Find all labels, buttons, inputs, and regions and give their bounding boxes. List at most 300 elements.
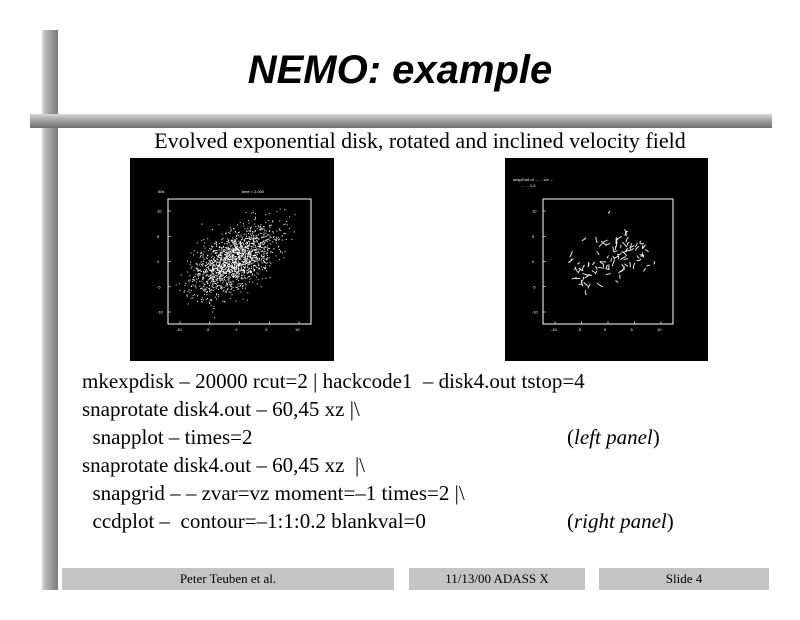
particle [244,272,245,273]
contour-segment [577,263,580,265]
particle [249,261,250,262]
particle [253,245,254,246]
particle [236,244,237,245]
particle [220,272,221,273]
particle [196,282,197,283]
contour-segment [642,245,643,248]
particle [225,258,226,259]
particle [241,264,242,265]
particle [250,230,251,231]
particle [272,220,273,221]
particle [227,254,228,255]
particle [256,240,257,241]
particle [262,250,263,251]
particle [237,248,238,249]
particle [236,243,237,244]
particle [238,280,239,281]
particle [212,284,213,285]
particle [215,266,216,267]
particle [199,281,200,282]
particle [243,253,244,254]
particle [229,254,230,255]
particle [215,253,216,254]
particle [219,269,220,270]
particle [264,237,265,238]
particle [209,260,210,261]
particle [253,232,254,233]
particle [260,233,261,234]
particle [230,252,231,253]
particle [209,288,210,289]
particle [229,271,230,272]
particle [239,273,240,274]
particle [246,247,247,248]
particle [223,271,224,272]
particle [243,262,244,263]
particle [226,290,227,291]
contour-segment [596,237,597,243]
particle [214,261,215,262]
particle [266,231,267,232]
particle [222,288,223,289]
particle [246,270,247,271]
particle [263,261,264,262]
particle [200,256,201,257]
particle [242,238,243,239]
particle [246,230,247,231]
particle [197,296,198,297]
particle [233,242,234,243]
particle [240,241,241,242]
particle [253,249,254,250]
x-tick-label: -5 [205,327,210,332]
particle [245,256,246,257]
particle [237,289,238,290]
particle [209,285,210,286]
particle [252,275,253,276]
particle [238,270,239,271]
contour-segment [654,261,655,264]
particle [198,278,199,279]
particle [204,272,205,273]
particle [266,240,267,241]
particle [222,266,223,267]
particle [237,248,238,249]
particle [208,280,209,281]
particle [216,258,217,259]
contour-segment [608,211,610,213]
particle [264,262,265,263]
particle [230,282,231,283]
particle [264,256,265,257]
particle [227,244,228,245]
particle [231,289,232,290]
particle [223,238,224,239]
particle [239,232,240,233]
particle [260,226,261,227]
particle [217,270,218,271]
y-tick-label: -10 [157,309,163,315]
particle [229,261,230,262]
particle [257,254,258,255]
particle [216,241,217,242]
particle [228,232,229,233]
particle [216,255,217,256]
particle [207,274,208,275]
particle [240,263,241,264]
particle [223,269,224,270]
particle [256,277,257,278]
particle [236,238,237,239]
particle [201,240,202,241]
particle [264,247,265,248]
particle [203,271,204,272]
particle [280,209,281,210]
particle [244,268,245,269]
particle [219,280,220,281]
particle [250,250,251,251]
particle [289,228,290,229]
contour-segment [598,267,604,268]
particle [240,242,241,243]
particle [255,261,256,262]
particle [244,275,245,276]
particle [211,305,212,306]
particle [214,317,215,318]
particle [263,241,264,242]
particle [234,249,235,250]
particle [251,227,252,228]
particle [225,272,226,273]
particle [248,238,249,239]
particle [230,254,231,255]
particle [247,272,248,273]
particle [213,274,214,275]
particle [202,298,203,299]
particle [230,251,231,252]
contour-segment [614,251,617,252]
particle [233,274,234,275]
particle [236,262,237,263]
particle [243,270,244,271]
particle [249,238,250,239]
particle [261,286,262,287]
particle [221,250,222,251]
particle [222,268,223,269]
particle [245,263,246,264]
particle [229,257,230,258]
particle [257,242,258,243]
particle [240,248,241,249]
particle [216,250,217,251]
particle [191,268,192,269]
particle [194,279,195,280]
particle [214,269,215,270]
particle [222,264,223,265]
command-line-4: snaprotate disk4.out – 60,45 xz |\ [82,453,365,477]
particle [260,246,261,247]
particle [269,231,270,232]
slide-subtitle: Evolved exponential disk, rotated and inclined velocity field [154,128,686,153]
particle [256,257,257,258]
particle [254,224,255,225]
particle [233,248,234,249]
particle [269,262,270,263]
particle [265,262,266,263]
contour-segment [640,255,645,256]
particle [242,283,243,284]
particle [237,246,238,247]
particle [228,268,229,269]
particle [235,247,236,248]
particle [258,238,259,239]
particle [233,228,234,229]
left-panel-note: (left panel) [567,425,660,449]
particle [248,245,249,246]
particle [225,257,226,258]
particle [234,256,235,257]
particle [241,265,242,266]
contour-segment [597,283,603,287]
particle [225,250,226,251]
particle [229,250,230,251]
y-tick-label: 5 [532,233,535,239]
particle [230,231,231,232]
y-tick-label: 10 [532,208,537,214]
particle [213,281,214,282]
contour-segment [579,284,583,285]
particle [269,230,270,231]
particle [217,262,218,263]
particle [200,270,201,271]
particle [226,273,227,274]
particle [261,251,262,252]
particle [214,308,215,309]
particle [229,256,230,257]
particle [227,239,228,240]
particle [262,228,263,229]
particle [212,229,213,230]
particle [220,263,221,264]
particle [235,259,236,260]
particle [238,252,239,253]
particle [266,263,267,264]
particle [220,253,221,254]
particle [239,253,240,254]
contour-segment [622,242,627,247]
contour-segment [600,262,604,264]
particle [238,271,239,272]
particle [226,248,227,249]
particle [213,251,214,252]
particle [248,264,249,265]
right-panel-plot [505,158,708,361]
particle [211,300,212,301]
particle [223,258,224,259]
particle [235,239,236,240]
particle [247,273,248,274]
particle [263,235,264,236]
footer-slide-number: Slide 4 [599,568,769,590]
right-panel-header-line2: ... ... 1.0 [521,183,536,188]
particle [184,292,185,293]
particle [231,288,232,289]
particle [242,251,243,252]
particle [285,233,286,234]
particle [248,233,249,234]
particle [223,290,224,291]
particle [239,252,240,253]
particle [250,257,251,258]
particle [203,290,204,291]
particle [250,228,251,229]
particle [196,287,197,288]
particle [249,230,250,231]
particle [252,274,253,275]
particle [242,272,243,273]
particle [212,312,213,313]
particle [257,259,258,260]
particle [243,273,244,274]
particle [260,249,261,250]
particle [248,272,249,273]
particle [230,245,231,246]
particle [255,245,256,246]
particle [265,214,266,215]
particle [264,267,265,268]
particle [239,255,240,256]
particle [235,250,236,251]
particle [231,274,232,275]
particle [244,234,245,235]
particle [250,234,251,235]
particle [238,235,239,236]
particle [252,234,253,235]
particle [228,279,229,280]
particle [251,272,252,273]
particle [251,268,252,269]
particle [274,239,275,240]
particle [207,267,208,268]
particle [241,246,242,247]
particle [235,258,236,259]
particle [218,272,219,273]
particle [246,242,247,243]
particle [241,284,242,285]
particle [191,266,192,267]
particle [206,287,207,288]
particle [197,242,198,243]
particle [287,224,288,225]
particle [245,254,246,255]
particle [262,263,263,264]
particle [252,257,253,258]
particle [236,269,237,270]
particle [203,257,204,258]
particle [234,276,235,277]
particle [233,281,234,282]
particle [237,254,238,255]
particle [233,262,234,263]
particle [220,275,221,276]
particle [225,276,226,277]
particle [215,260,216,261]
particle [240,222,241,223]
particle [259,229,260,230]
particle [226,256,227,257]
particle [264,258,265,259]
particle [247,259,248,260]
particle [235,244,236,245]
particle [222,272,223,273]
particle [255,217,256,218]
particle [267,247,268,248]
particle [243,254,244,255]
particle [210,290,211,291]
particle [212,287,213,288]
particle [212,263,213,264]
contour-segment [626,231,627,236]
particle [254,275,255,276]
particle [267,245,268,246]
particle [231,253,232,254]
particle [185,283,186,284]
particle [219,247,220,248]
command-line-5: snapgrid – – zvar=vz moment=–1 times=2 |\ [82,481,465,505]
contour-segment [581,277,584,283]
particle [233,276,234,277]
particle [229,282,230,283]
particle [292,239,293,240]
particle [242,249,243,250]
particle [190,253,191,254]
particle [240,286,241,287]
particle [209,261,210,262]
particle [231,259,232,260]
particle [257,267,258,268]
x-tick-label: 5 [630,327,633,332]
particle [215,275,216,276]
contour-segment [599,243,602,247]
particle [203,246,204,247]
particle [239,247,240,248]
particle [244,267,245,268]
contour-segment [592,270,595,272]
particle [282,240,283,241]
particle [187,272,188,273]
particle [220,265,221,266]
particle [190,292,191,293]
particle [248,220,249,221]
particle [269,248,270,249]
particle [217,286,218,287]
particle [260,244,261,245]
right-panel-header-line1: snapGrid of ... ... v/z ... [513,177,554,182]
particle [218,259,219,260]
particle [233,250,234,251]
particle [227,257,228,258]
particle [194,294,195,295]
contour-segment [644,268,646,271]
particle [237,277,238,278]
particle [239,250,240,251]
contour-segment [588,284,591,288]
particle [218,274,219,275]
particle [211,253,212,254]
particle [242,286,243,287]
particle [265,233,266,234]
particle [231,284,232,285]
